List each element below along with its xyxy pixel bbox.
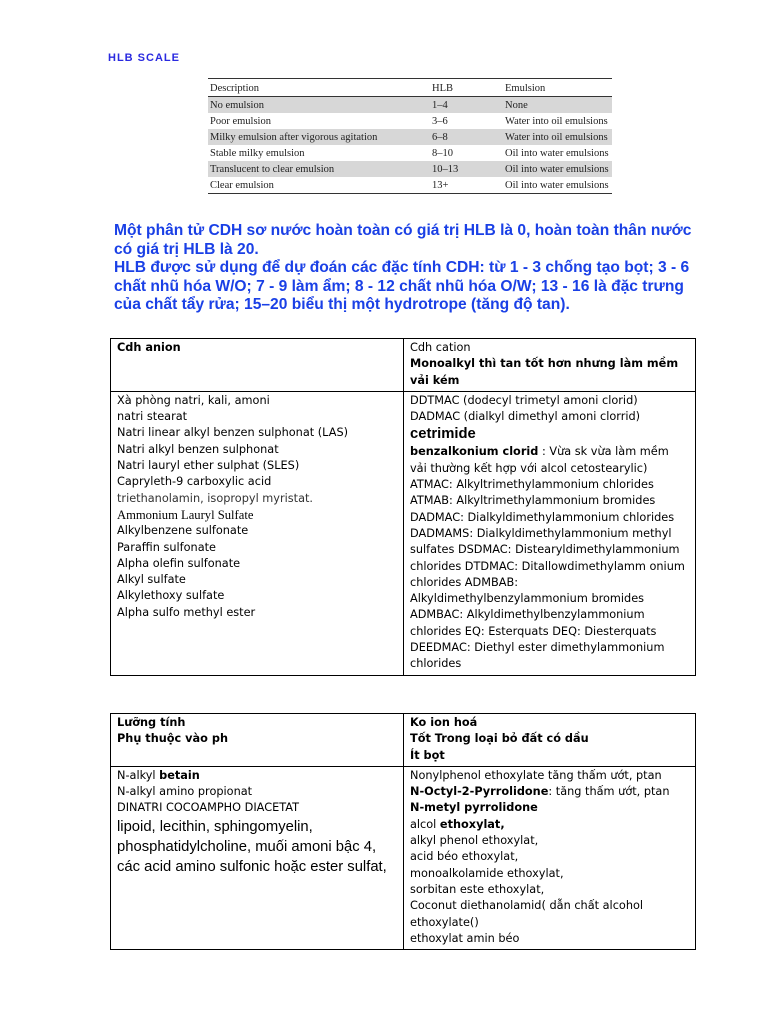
table-row <box>208 161 612 177</box>
cut-off-heading: HLB SCALE <box>108 52 180 64</box>
list-item-alcol-ethoxylat <box>410 817 689 833</box>
header-anion-label: Cdh anion <box>117 341 181 354</box>
ethoxylat-label: ethoxylat, <box>439 817 505 831</box>
hlb-explanation <box>114 222 698 315</box>
surfactant-amphoteric-nonionic-table <box>110 713 696 950</box>
header-nonionic-note: Tốt Trong loại bỏ đất có dầu <box>410 732 589 746</box>
hlb-cell: 13+ <box>430 177 503 194</box>
hlb-emulsion-table <box>208 78 612 194</box>
hlb-header-description: Description <box>208 79 430 97</box>
list-item: Coconut diethanolamid( dẫn chất alcohol ethoxylate() <box>410 899 644 929</box>
header-amphoteric <box>111 714 404 767</box>
hlb-cell: Water into oil emulsions <box>505 115 608 127</box>
table-row <box>111 766 696 949</box>
hlb-cell: Clear emulsion <box>208 177 430 194</box>
list-item: Alkylbenzene sulfonate <box>117 524 249 538</box>
table-row <box>208 129 612 145</box>
list-item-betain <box>117 768 397 784</box>
list-item: Natri alkyl benzen sulphonat <box>117 442 279 456</box>
hlb-cell: 1–4 <box>430 97 503 114</box>
table-row <box>111 391 696 675</box>
hlb-cell: Oil into water emulsions <box>503 161 612 177</box>
table-row <box>208 177 612 194</box>
betain-label: betain <box>159 768 200 782</box>
header-amphoteric-note: Phụ thuộc vào ph <box>117 732 228 746</box>
cation-abbreviation-list: ATMAC: Alkyltrimethylammonium chlorides ATMAB: Alkyltrimethylammonium bromides DADMAC: Dialkyldimethylammonium chlorides DADMAMS: Dialkyldimethylammonium methyl sulfates DSDMAC: Distearyldimethylammonium chlorides DTDMAC: Ditallowdimethylamm onium chlorides ADMBAB: Alkyldimethylbenzylammonium bromides ADMBAC: Alkyldimethylbenzylammonium chlorides EQ: Esterquats DEQ: Diesterquats DEEDMAC: Diethyl ester dimethylammonium chlorides <box>410 478 685 671</box>
hlb-cell: Oil into water emulsions <box>503 177 612 194</box>
list-item: Paraffin sulfonate <box>117 540 217 554</box>
list-item: alkyl phenol ethoxylat, <box>410 834 539 848</box>
list-item: Alpha olefin sulfonate <box>117 556 241 570</box>
hlb-cell: 8–10 <box>432 147 453 159</box>
hlb-table-header <box>208 79 612 97</box>
table-row <box>208 145 612 161</box>
header-anion <box>111 339 404 392</box>
list-item: Alkyl sulfate <box>117 573 186 587</box>
header-amphoteric-label: Lưỡng tính <box>117 716 186 729</box>
list-item-lipoid: lipoid, lecithin, sphingomyelin, phosphatidylcholine, muối amoni bậc 4, các acid amino sulfonic hoặc ester sulfat, <box>117 818 387 875</box>
list-item: sorbitan este ethoxylat, <box>410 882 545 896</box>
list-item: acid béo ethoxylat, <box>410 850 519 864</box>
benzalkonium-note: : Vừa sk vừa làm mềm vải thường kết hợp với alcol cetostearylic) <box>410 445 669 475</box>
hlb-explanation-p1: Một phân tử CDH sơ nước hoàn toàn có giá trị HLB là 0, hoàn toàn thân nước có giá trị HLB là 20. <box>114 222 692 258</box>
list-item: triethanolamin, isopropyl myristat. <box>117 491 314 505</box>
table-header-row <box>111 714 696 767</box>
table-row <box>208 113 612 129</box>
octyl-pyrrolidone-note: : tăng thấm ướt, ptan <box>548 785 670 799</box>
hlb-header-emulsion: Emulsion <box>503 79 612 97</box>
hlb-cell: Oil into water emulsions <box>505 147 609 159</box>
amphoteric-list-cell <box>111 766 404 949</box>
list-item: natri stearat <box>117 410 188 424</box>
list-item: Natri linear alkyl benzen sulphonat (LAS) <box>117 426 349 440</box>
nonionic-list-cell <box>404 766 696 949</box>
surfactant-anion-cation-table <box>110 338 696 676</box>
header-nonionic-label: Ko ion hoá <box>410 716 478 729</box>
list-item: Alpha sulfo methyl ester <box>117 605 256 619</box>
table-row <box>208 97 612 114</box>
cation-list-cell <box>404 391 696 675</box>
alcol-prefix: alcol <box>410 817 440 831</box>
hlb-cell: 3–6 <box>432 115 448 127</box>
hlb-cell: None <box>503 97 612 114</box>
list-item: Natri lauryl ether sulphat (SLES) <box>117 459 300 473</box>
hlb-cell: Water into oil emulsions <box>503 129 612 145</box>
list-item: Xà phòng natri, kali, amoni <box>117 393 270 407</box>
list-item: Capryleth-9 carboxylic acid <box>117 475 272 489</box>
list-item: monoalkolamide ethoxylat, <box>410 866 564 880</box>
list-item: ethoxylat amin béo <box>410 931 520 945</box>
list-item-benzalkonium <box>410 444 689 477</box>
hlb-header-hlb: HLB <box>430 79 503 97</box>
hlb-cell: Translucent to clear emulsion <box>208 161 430 177</box>
betain-prefix: N-alkyl <box>117 768 160 782</box>
table-header-row <box>111 339 696 392</box>
header-cation <box>404 339 696 392</box>
header-nonionic-note-2: Ít bọt <box>410 748 445 762</box>
hlb-cell: Poor emulsion <box>210 115 271 127</box>
header-cation-note: Monoalkyl thì tan tốt hơn nhưng làm mềm vải kém <box>410 357 679 387</box>
anion-list-cell <box>111 391 404 675</box>
list-item-cetrimide: cetrimide <box>410 426 476 443</box>
hlb-cell: Milky emulsion after vigorous agitation <box>208 129 430 145</box>
hlb-explanation-p2: HLB được sử dụng để dự đoán các đặc tính CDH: từ 1 - 3 chống tạo bọt; 3 - 6 chất nhũ hóa W/O; 7 - 9 làm ẩm; 8 - 12 chất nhũ hóa O/W; 13 - 16 là đặc trưng của chất tẩy rửa; 15–20 biểu thị một hydrotrope (tăng độ tan). <box>114 259 690 313</box>
list-item: N-metyl pyrrolidone <box>410 801 538 815</box>
hlb-cell: Stable milky emulsion <box>210 147 305 159</box>
list-item: Ammonium Lauryl Sulfate <box>117 507 254 522</box>
hlb-cell: No emulsion <box>208 97 430 114</box>
benzalkonium-label: benzalkonium clorid <box>410 445 539 459</box>
hlb-cell: 10–13 <box>430 161 503 177</box>
list-item: DADMAC (dialkyl dimethyl amoni clorrid) <box>410 410 641 424</box>
list-item: DINATRI COCOAMPHO DIACETAT <box>117 801 299 815</box>
header-cation-label: Cdh cation <box>410 341 471 354</box>
header-nonionic <box>404 714 696 767</box>
list-item: N-alkyl amino propionat <box>117 785 253 799</box>
list-item: DDTMAC (dodecyl trimetyl amoni clorid) <box>410 393 638 407</box>
list-item: Nonylphenol ethoxylate tăng thấm ướt, ptan <box>410 768 662 782</box>
list-item: Alkylethoxy sulfate <box>117 589 225 603</box>
hlb-cell: 6–8 <box>430 129 503 145</box>
octyl-pyrrolidone-label: N-Octyl-2-Pyrrolidone <box>410 785 549 799</box>
list-item-octyl-pyrrolidone <box>410 784 689 800</box>
